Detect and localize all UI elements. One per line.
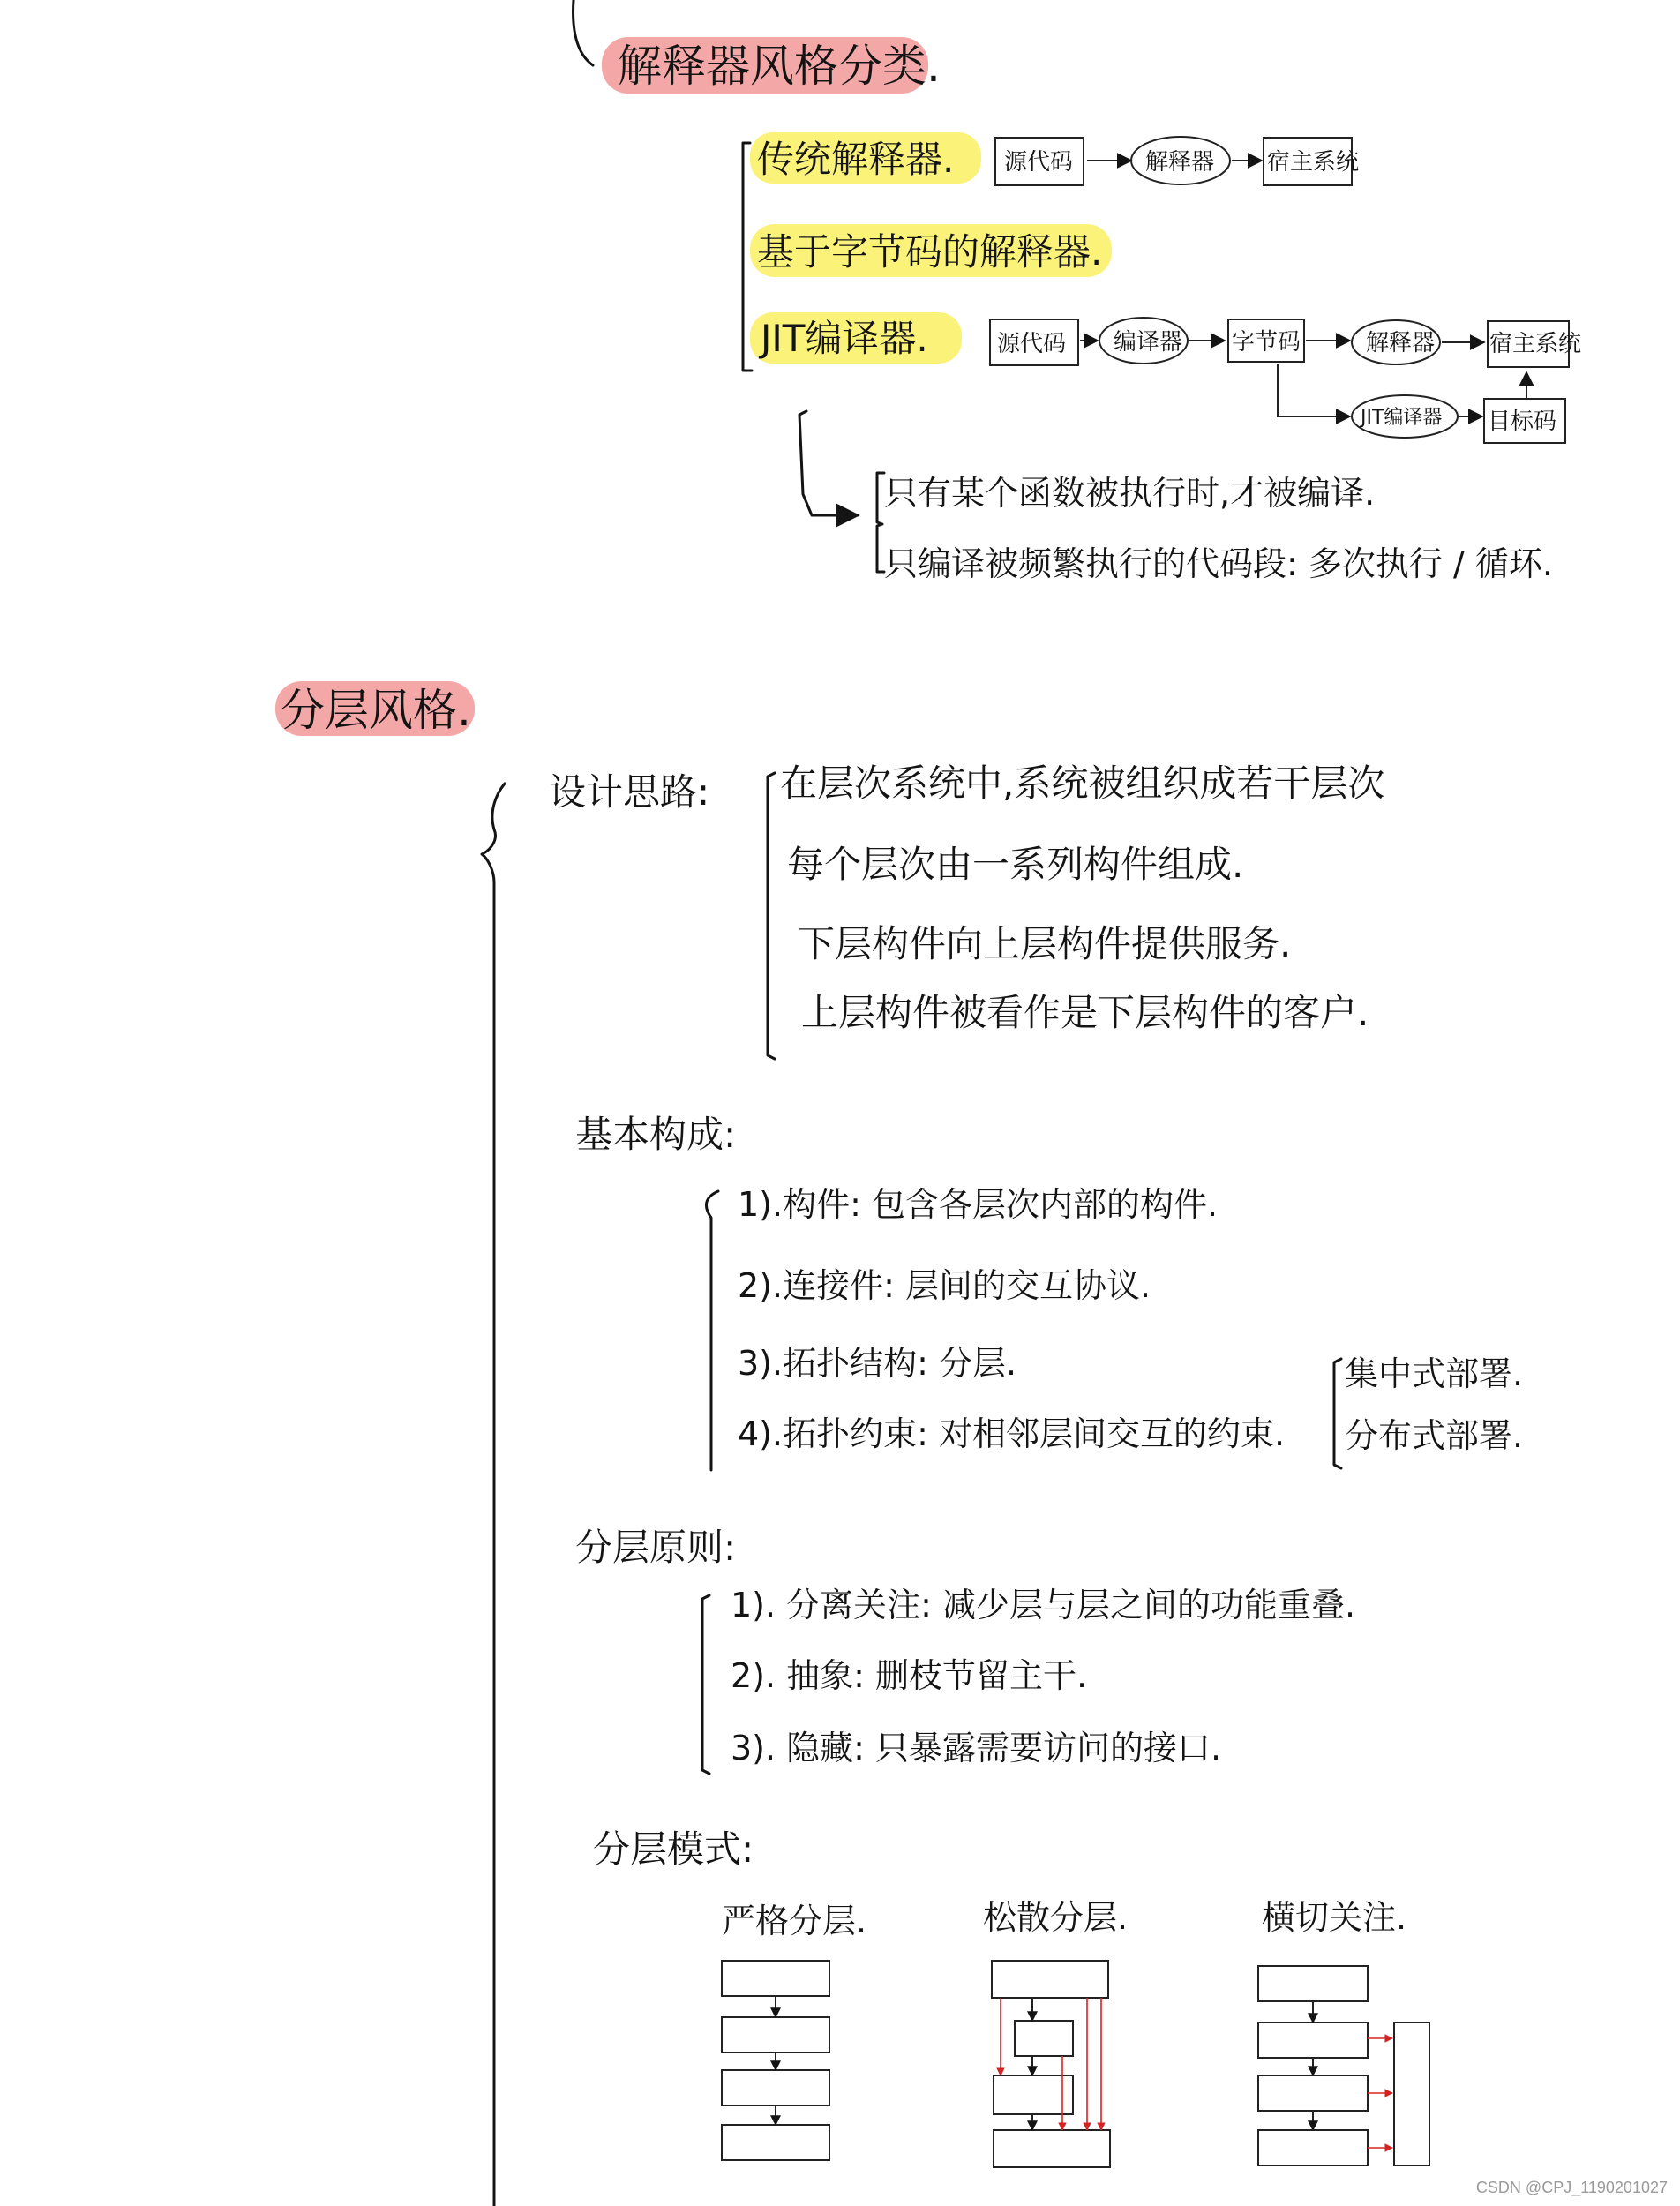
jit-notes-brace <box>877 473 884 572</box>
design-item-4: 上层构件被看作是下层构件的客户. <box>801 991 1369 1034</box>
jit-note-2: 只编译被频繁执行的代码段: 多次执行 / 循环. <box>884 544 1553 583</box>
jit-compiler-label: 编译器 <box>1114 329 1183 356</box>
design-heading: 设计思路: <box>549 770 710 814</box>
composition-item-2: 2).连接件: 层间的交互协议. <box>738 1266 1151 1305</box>
pattern-label-loose: 松散分层. <box>983 1898 1129 1937</box>
design-item-1: 在层次系统中,系统被组织成若干层次 <box>780 762 1385 805</box>
strict-layer-3 <box>722 2070 829 2105</box>
design-item-3: 下层构件向上层构件提供服务. <box>798 922 1292 965</box>
crosscut-vertical-bar <box>1394 2022 1429 2165</box>
pattern-label-crosscut: 横切关注. <box>1262 1898 1407 1937</box>
layered-main-brace <box>482 784 505 2206</box>
jit-interpreter-label: 解释器 <box>1366 330 1436 356</box>
loose-layer-2 <box>1015 2021 1073 2056</box>
crosscut-layer-3 <box>1258 2075 1368 2111</box>
deploy-brace <box>1334 1359 1341 1468</box>
design-brace <box>768 773 775 1059</box>
principles-item-2: 2). 抽象: 删枝节留主干. <box>731 1656 1088 1695</box>
loose-layer-4 <box>994 2130 1110 2167</box>
jit-host-label: 宿主系统 <box>1489 331 1582 357</box>
strict-layer-4 <box>722 2125 829 2160</box>
jit-note-1: 只有某个函数被执行时,才被编译. <box>884 474 1376 513</box>
jit-target-label: 目标码 <box>1488 409 1557 435</box>
crosscut-layer-1 <box>1258 1966 1368 2001</box>
jit-notes-arrow <box>799 411 858 515</box>
crosscut-layer-2 <box>1258 2022 1368 2058</box>
design-item-2: 每个层次由一系列构件组成. <box>787 843 1244 886</box>
principles-item-1: 1). 分离关注: 减少层与层之间的功能重叠. <box>731 1586 1356 1624</box>
trad-source-label: 源代码 <box>1004 149 1074 176</box>
composition-brace <box>706 1191 718 1470</box>
jit-source-label: 源代码 <box>997 331 1067 357</box>
principles-brace <box>702 1595 709 1774</box>
loose-layering-diagram <box>992 1961 1110 2167</box>
composition-heading: 基本构成: <box>575 1113 737 1156</box>
pattern-label-strict: 严格分层. <box>722 1902 867 1940</box>
watermark: CSDN @CPJ_1190201027 <box>1475 2179 1668 2196</box>
type-bytecode: 基于字节码的解释器. <box>757 230 1103 274</box>
type-jit: JIT编译器. <box>761 317 928 360</box>
composition-item-4: 4).拓扑约束: 对相邻层间交互的约束. <box>738 1414 1286 1453</box>
interpreter-title: 解释器风格分类. <box>618 41 941 92</box>
patterns-heading: 分层模式: <box>593 1827 754 1871</box>
composition-item-1: 1).构件: 包含各层次内部的构件. <box>738 1185 1219 1224</box>
trad-host-label: 宿主系统 <box>1267 149 1360 176</box>
strict-layering-diagram <box>722 1961 829 2160</box>
strict-layer-2 <box>722 2017 829 2052</box>
principles-heading: 分层原则: <box>575 1526 737 1569</box>
jit-jit-label: JIT编译器 <box>1361 407 1443 429</box>
layered-title: 分层风格. <box>281 685 471 736</box>
strict-layer-1 <box>722 1961 829 1996</box>
top-brace-curve <box>574 0 593 65</box>
crosscut-diagram <box>1258 1966 1429 2165</box>
jit-branch-down <box>1278 364 1350 416</box>
deploy-item-2: 分布式部署. <box>1345 1416 1524 1455</box>
jit-bytecode-label: 字节码 <box>1232 329 1301 356</box>
type-traditional: 传统解释器. <box>757 138 955 181</box>
principles-item-3: 3). 隐藏: 只暴露需要访问的接口. <box>731 1729 1222 1767</box>
loose-layer-3 <box>994 2075 1073 2114</box>
loose-layer-1 <box>992 1961 1108 1998</box>
deploy-item-1: 集中式部署. <box>1345 1354 1524 1393</box>
composition-item-3: 3).拓扑结构: 分层. <box>738 1344 1017 1383</box>
trad-interpreter-label: 解释器 <box>1145 149 1215 176</box>
crosscut-layer-4 <box>1258 2130 1368 2165</box>
